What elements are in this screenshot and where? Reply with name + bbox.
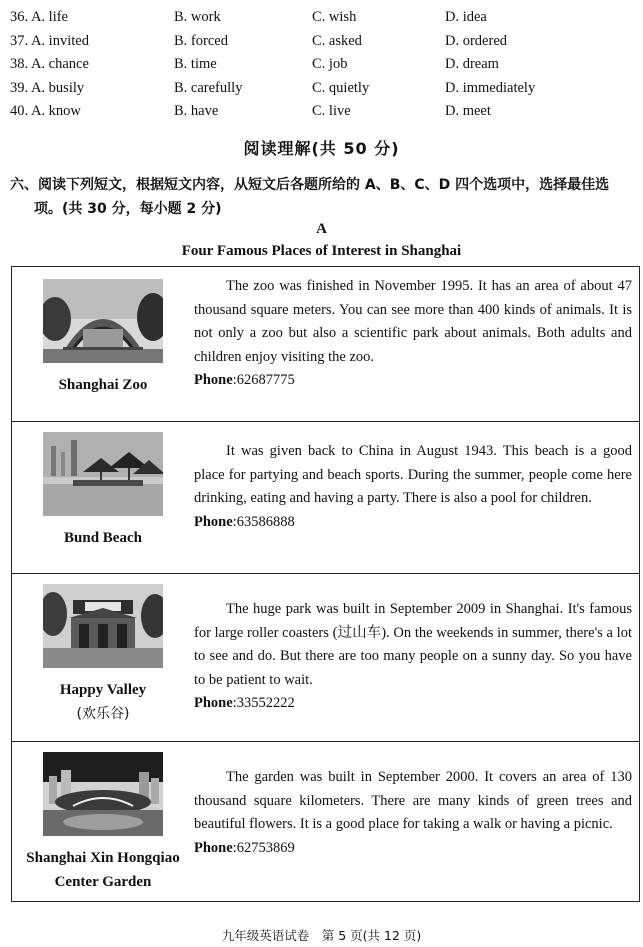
option-b: B. carefully: [174, 79, 243, 96]
instructions-line-2: 项。(共 30 分，每小题 2 分): [34, 201, 222, 217]
option-row: [10, 77, 640, 101]
option-c: C. job: [312, 56, 348, 73]
place-name: Bund Beach: [64, 530, 142, 546]
question-number: 36.: [10, 9, 29, 25]
passage-title: Four Famous Places of Interest in Shanghai: [181, 243, 462, 259]
place-name: Shanghai Zoo: [58, 377, 148, 393]
phone-line: Phone:62687775: [194, 372, 295, 389]
option-a-text: A. know: [30, 103, 81, 120]
place-name: Shanghai Xin Hongqiao Center Garden: [26, 850, 180, 890]
zoo-gate-photo: [43, 279, 163, 363]
instructions-line-1: 六、阅读下列短文，根据短文内容，从短文后各题所给的 A、B、C、D 四个选项中，选择最佳选: [10, 177, 610, 193]
phone-label: Phone: [194, 695, 233, 712]
page-footer: 九年级英语试卷 第 5 页(共 12 页): [221, 928, 422, 943]
amusement-park-gate-photo: [43, 584, 163, 668]
beach-umbrella-photo: [43, 432, 163, 516]
place-description: [194, 598, 632, 716]
place-name-block: [12, 678, 194, 726]
option-c: C. quietly: [312, 79, 370, 96]
place-name: Happy Valley: [59, 682, 147, 698]
passage-letter: A: [316, 221, 327, 237]
place-text: The zoo was finished in November 1995. It has an area of about 47 thousand square meters. You can see more than 400 kinds of animals. It is not only a zoo but also a scientific park about animals. Both adults and children enjoy visiting the zoo.: [194, 278, 632, 365]
place-name-chinese: (欢乐谷): [76, 706, 130, 722]
place-row: [12, 573, 639, 741]
phone-number: 62687775: [236, 372, 295, 389]
phone-line: Phone:33552222: [194, 695, 295, 712]
phone-line: Phone:62753869: [194, 839, 295, 856]
place-description: [194, 440, 632, 534]
option-c: C. asked: [312, 32, 362, 49]
option-a: [10, 6, 68, 30]
phone-number: 33552222: [236, 695, 295, 712]
option-a-text: A. chance: [30, 56, 89, 73]
phone-label: Phone: [194, 372, 233, 389]
question-number: 37.: [10, 32, 29, 49]
option-d: D. ordered: [445, 32, 508, 49]
option-b: B. have: [174, 103, 219, 120]
option-d: D. immediately: [445, 79, 536, 96]
option-a-text: A. life: [30, 9, 68, 25]
question-number: 38.: [10, 56, 29, 73]
answer-options: [10, 6, 640, 124]
option-b: B. time: [174, 56, 217, 73]
option-a: [10, 53, 89, 77]
option-c: C. live: [312, 103, 351, 120]
option-a: [10, 100, 81, 124]
option-c: C. wish: [312, 9, 357, 25]
option-d: D. meet: [445, 103, 491, 120]
option-a-text: A. busily: [30, 79, 85, 96]
instructions: [10, 173, 640, 221]
option-row: [10, 30, 640, 54]
option-row: [10, 100, 640, 124]
city-garden-photo: [43, 752, 163, 836]
phone-line: Phone:63586888: [194, 513, 295, 530]
option-d: D. idea: [445, 9, 487, 25]
section-title: 阅读理解(共 50 分): [243, 139, 400, 158]
option-row: [10, 53, 640, 77]
phone-number: 62753869: [236, 839, 295, 856]
place-row: [12, 741, 639, 903]
question-number: 40.: [10, 103, 29, 120]
place-text: The garden was built in September 2000. It covers an area of 130 thousand square kilometers. There are many kinds of green trees and beautiful flowers. It is a good place for taking a walk or having a picnic.: [194, 769, 632, 833]
phone-number: 63586888: [236, 513, 295, 530]
places-table: [11, 266, 640, 902]
option-a: [10, 77, 84, 101]
place-row: [12, 421, 639, 573]
option-d: D. dream: [445, 56, 499, 73]
phone-label: Phone: [194, 839, 233, 856]
option-b: B. forced: [174, 32, 228, 49]
place-description: [194, 766, 632, 860]
option-a-text: A. invited: [30, 32, 89, 49]
place-description: [194, 275, 632, 393]
place-text: The huge park was built in September 2009 in Shanghai. It's famous for large roller coasters (过山车). On the weekends in summer, there's a lot to see and do. But there are too many people on a sunny day. So you have to be patient to wait.: [194, 601, 632, 688]
option-a: [10, 30, 89, 54]
place-text: It was given back to China in August 1943. This beach is a good place for partying and beach sports. During the summer, people come here drinking, eating and having a party. There is also a pool for children.: [194, 443, 632, 507]
phone-label: Phone: [194, 513, 233, 530]
question-number: 39.: [10, 79, 29, 96]
place-row: [12, 267, 639, 421]
option-b: B. work: [174, 9, 221, 25]
option-row: [10, 6, 640, 30]
